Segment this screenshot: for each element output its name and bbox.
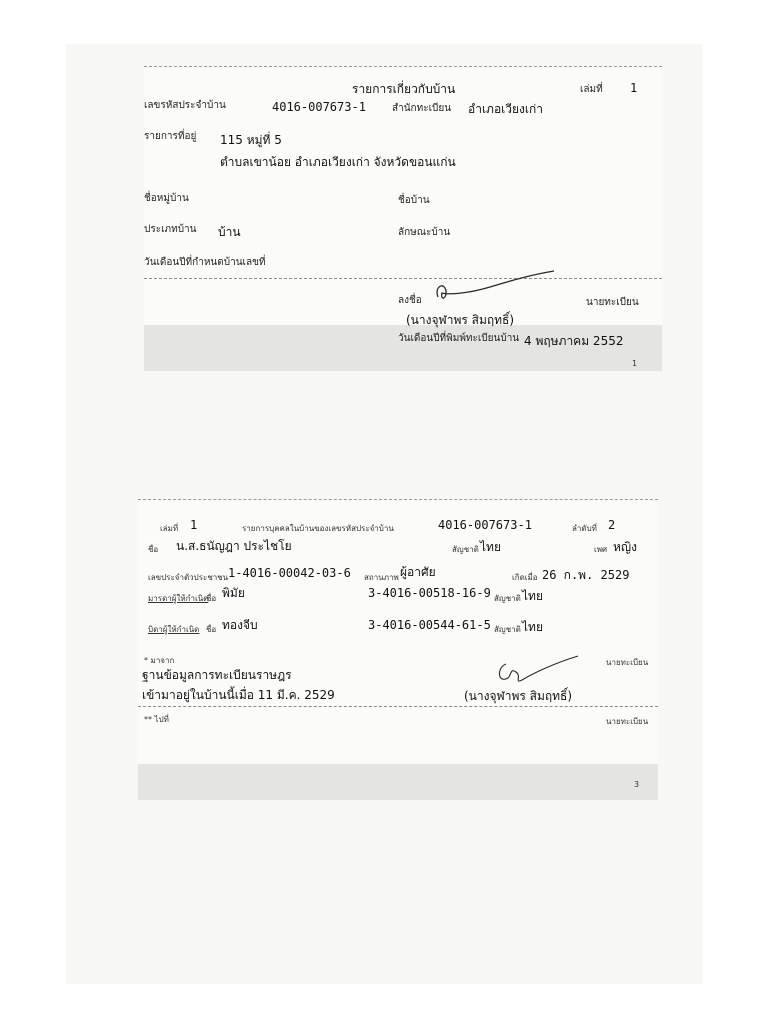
- father-id: 3-4016-00544-61-5: [368, 618, 491, 632]
- mother-id: 3-4016-00518-16-9: [368, 586, 491, 600]
- book-label: เล่มที่: [580, 84, 603, 95]
- moved-from-label: * มาจาก: [144, 656, 175, 665]
- mother-name: พิมัย: [222, 586, 245, 600]
- moved-to-label: ** ไปที่: [144, 715, 169, 724]
- mother-nationality-label: สัญชาติ: [494, 594, 521, 603]
- book-label: เล่มที่: [160, 524, 179, 533]
- born-date: 26 ก.พ. 2529: [542, 568, 630, 582]
- mother-nationality: ไทย: [522, 589, 543, 603]
- book-number: 1: [630, 81, 638, 95]
- registrar-signature: [492, 654, 582, 688]
- status-label: สถานภาพ: [364, 573, 399, 582]
- sex-value: หญิง: [613, 540, 637, 554]
- sign-label: ลงชื่อ: [398, 295, 422, 306]
- house-character-label: ลักษณะบ้าน: [398, 227, 451, 238]
- house-record-card: [144, 66, 662, 371]
- registrar-title-bottom: นายทะเบียน: [606, 717, 649, 726]
- born-label: เกิดเมื่อ: [512, 573, 538, 582]
- father-name-label: ชื่อ: [206, 625, 217, 634]
- house-type-label: ประเภทบ้าน: [144, 224, 197, 235]
- father-nationality-label: สัญชาติ: [494, 625, 521, 634]
- house-code: 4016-007673-1: [272, 100, 366, 114]
- divider: [138, 706, 658, 707]
- father-label: บิดาผู้ให้กำเนิด: [148, 625, 200, 634]
- seq-label: ลำดับที่: [572, 524, 597, 533]
- house-code: 4016-007673-1: [438, 518, 532, 532]
- nationality-label: สัญชาติ: [452, 545, 479, 554]
- card-title: รายการบุคคลในบ้านของเลขรหัสประจำบ้าน: [242, 524, 394, 533]
- registrar-title-top: นายทะเบียน: [606, 658, 649, 667]
- status-value: ผู้อาศัย: [400, 565, 436, 579]
- father-nationality: ไทย: [522, 620, 543, 634]
- mother-name-label: ชื่อ: [206, 594, 217, 603]
- address-line-1: 115 หมู่ที่ 5: [220, 133, 282, 147]
- address-label: รายการที่อยู่: [144, 131, 197, 142]
- house-type-value: บ้าน: [218, 225, 241, 239]
- moved-from-value: ฐานข้อมูลการทะเบียนราษฎร: [142, 668, 292, 682]
- person-name: น.ส.ธนัญฎา ประไชโย: [176, 539, 292, 553]
- seq-number: 2: [608, 518, 616, 532]
- nationality-value: ไทย: [480, 540, 501, 554]
- sex-label: เพศ: [594, 545, 608, 554]
- card-footer-shade: [138, 764, 658, 800]
- id-number: 1-4016-00042-03-6: [228, 566, 351, 580]
- registrar-name: (นางจุฬาพร สิมฤทธิ์): [464, 689, 573, 703]
- id-label: เลขประจำตัวประชาชน: [148, 573, 229, 582]
- print-date-label: วันเดือนปีที่พิมพ์ทะเบียนบ้าน: [398, 333, 520, 344]
- village-label: ชื่อหมู่บ้าน: [144, 193, 189, 204]
- mother-label: มารดาผู้ให้กำเนิด: [148, 594, 209, 603]
- card-title: รายการเกี่ยวกับบ้าน: [352, 82, 456, 96]
- house-name-label: ชื่อบ้าน: [398, 195, 430, 206]
- page-number: 1: [632, 359, 638, 368]
- father-name: ทองจีบ: [222, 618, 258, 632]
- registrar-title: นายทะเบียน: [586, 297, 639, 308]
- date-assigned-label: วันเดือนปีที่กำหนดบ้านเลขที่: [144, 257, 266, 268]
- office-label: สำนักทะเบียน: [392, 103, 452, 114]
- page-number: 3: [634, 780, 640, 789]
- registrar-signature: [430, 269, 560, 303]
- registrar-name: (นางจุฬาพร สิมฤทธิ์): [406, 313, 515, 327]
- moved-in-date: เข้ามาอยู่ในบ้านนี้เมื่อ 11 มี.ค. 2529: [142, 688, 335, 702]
- office-value: อำเภอเวียงเก่า: [468, 102, 543, 116]
- divider: [144, 278, 662, 279]
- person-record-card: [138, 499, 658, 800]
- book-number: 1: [190, 518, 198, 532]
- address-line-2: ตำบลเขาน้อย อำเภอเวียงเก่า จังหวัดขอนแก่น: [220, 155, 456, 169]
- name-label: ชื่อ: [148, 545, 159, 554]
- house-code-label: เลขรหัสประจำบ้าน: [144, 100, 226, 111]
- print-date: 4 พฤษภาคม 2552: [524, 334, 624, 348]
